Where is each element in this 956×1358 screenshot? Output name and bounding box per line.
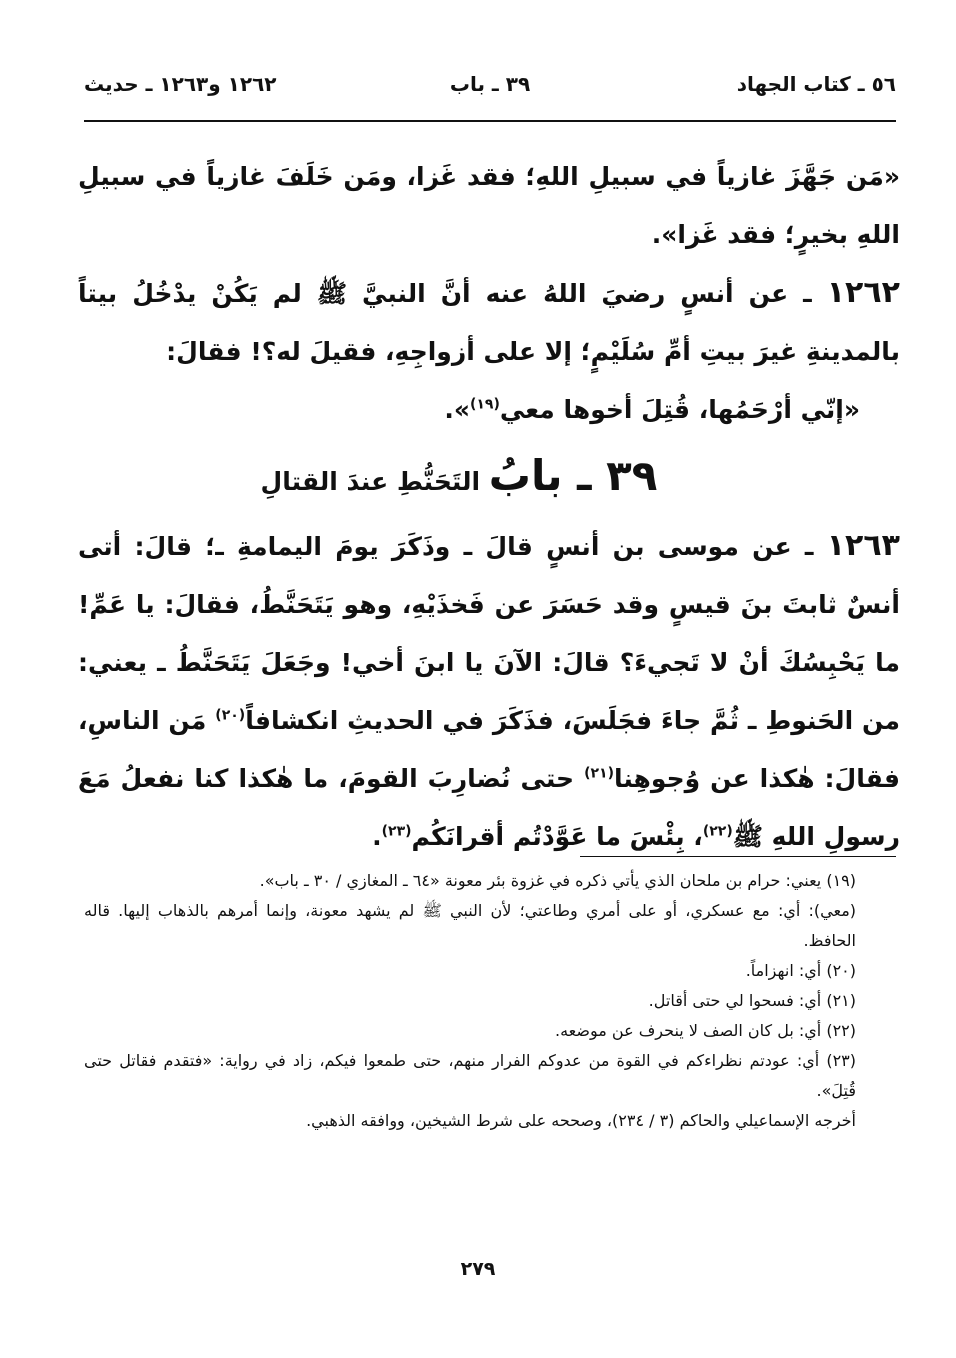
footnotes xyxy=(84,866,896,1136)
running-header xyxy=(84,66,896,106)
hadith-1263-end: . xyxy=(372,822,382,851)
header-rule xyxy=(84,120,896,122)
hadith-number-1262: ١٢٦٢ xyxy=(826,275,900,310)
footnote-ref-21: (٢١) xyxy=(584,765,614,782)
hadith-1263-part-d: ، بِئْسَ ما عَوَّدْتُم أقرانَكُم xyxy=(411,822,703,851)
footnote-mai: (معي): أي: مع عسكري، أو على أمري وطاعتي؛ لأن النبي ﷺ لم يشهد معونة، وإنما أمرهم بالذهاب إليها. قاله الحافظ. xyxy=(84,901,856,950)
footnote-21: (٢١) أي: فسحوا لي حتى أقاتل. xyxy=(648,991,856,1010)
hadith-1263-part-b: مَن الناسِ، فقالَ: هٰكذا عن وُجوهِنا xyxy=(78,706,900,793)
hadith-1263-part-a: ـ عن موسى بن أنسٍ قالَ ـ وذَكَرَ يومَ اليمامةِ ـ؛ قالَ: أتى أنسٌ ثابتَ بنَ قيسٍ وقد حَسَرَ عن فَخذَيْهِ، وهو يَتَحَنَّطُ، فقالَ: يا عَمِّ! ما يَحْبِسُكَ أنْ لا تَجيءَ؟ قالَ: الآنَ يا ابنَ أخي! وجَعَلَ يَتَحَنَّطُ ـ يعني: من الحَنوطِ ـ ثُمَّ جاءَ فجَلَسَ، فذَكَرَ في الحديثِ انكشافاً xyxy=(78,532,900,735)
hadith-number-1263: ١٢٦٣ xyxy=(826,528,900,563)
footnote-19: (١٩) يعني: حرام بن ملحان الذي يأتي ذكره في غزوة بئر معونة «٦٤ ـ المغازي / ٣٠ ـ باب». xyxy=(259,871,856,890)
footnote-22: (٢٢) أي: بل كان الصف لا ينحرف عن موضعه. xyxy=(555,1021,856,1040)
quote-end: ». xyxy=(444,395,470,424)
footnote-20: (٢٠) أي: انهزاماً. xyxy=(745,961,856,980)
quote-text: «إنّي أرْحَمُها، قُتِلَ أخوها معي xyxy=(499,395,860,424)
footnote-23: (٢٣) أي: عودتم نظراءكم في القوة من عدوكم الفرار منهم، حتى طمعوا فيكم، زاد في رواية: «فتقدم فقاتل حتى قُتِلَ». xyxy=(84,1051,856,1100)
header-hadith-range: ١٢٦٢ و١٢٦٣ ـ حديث xyxy=(84,72,277,96)
chapter-number: ٣٩ ـ بابُ xyxy=(488,451,658,500)
header-chapter: ٣٩ ـ باب xyxy=(449,72,531,96)
page-number: ٢٧٩ xyxy=(460,1258,496,1280)
footnote-ref-23: (٢٣) xyxy=(381,823,412,840)
hadith-1262-text: ـ عن أنسٍ رضيَ اللهُ عنه أنَّ النبيَّ ﷺ لم يَكُنْ يدْخُلُ بيتاً بالمدينةِ غيرَ بيتِ أمِّ سُلَيْمٍ؛ إلا على أزواجِهِ، فقيلَ له؟! فقالَ: xyxy=(78,279,900,366)
hadith-1262-quote xyxy=(78,381,900,439)
chapter-title: التَحَنُّطِ عندَ القتالِ xyxy=(260,467,481,496)
intro-hadith-ending xyxy=(78,148,900,264)
footnote-ref-22: (٢٢) xyxy=(702,823,733,840)
hadith-1263 xyxy=(78,517,900,866)
hadith-1262 xyxy=(78,264,900,381)
header-book-title: ٥٦ ـ كتاب الجهاد xyxy=(736,72,896,96)
intro-text: «مَن جَهَّزَ غازياً في سبيلِ اللهِ؛ فقد غَزا، ومَن خَلَفَ غازياً في سبيلِ اللهِ بخيرٍ؛ فقد غَزا». xyxy=(78,162,900,249)
hadith-1263-part-c: حتى نُضارِبَ القومَ، ما هٰكذا كنا نفعلُ مَعَ رسولِ اللهِ ﷺ xyxy=(78,764,900,851)
footnote-ref-19: (١٩) xyxy=(469,396,500,413)
chapter-heading xyxy=(78,445,900,513)
takhrij-note: أخرجه الإسماعيلي والحاكم (٣ / ٢٣٤)، وصححه على شرط الشيخين، ووافقه الذهبي. xyxy=(306,1111,856,1130)
main-text xyxy=(78,148,900,866)
footnotes-rule xyxy=(580,856,896,857)
footnote-ref-20: (٢٠) xyxy=(215,707,246,724)
